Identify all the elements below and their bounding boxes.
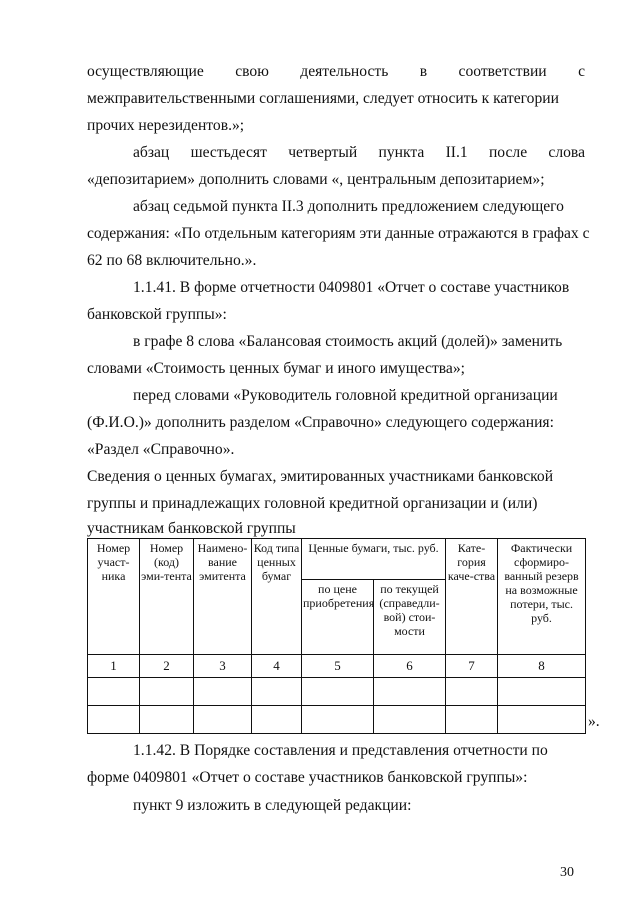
- table-header-cell: Номер (код) эми-тента: [140, 539, 194, 655]
- table-header-cell: Наимено-вание эмитента: [194, 539, 252, 655]
- paragraph-line: словами «Стоимость ценных бумаг и иного имущества»;: [87, 360, 465, 377]
- paragraph-line: «Раздел «Справочно».: [87, 441, 235, 458]
- table-header-cell: по цене приобретения: [302, 580, 374, 655]
- table-cell: 3: [194, 655, 252, 678]
- paragraph-line: прочих нерезидентов.»;: [87, 117, 245, 134]
- paragraph-line: 62 по 68 включительно.».: [87, 252, 257, 269]
- table-cell: [374, 706, 446, 734]
- table-header-cell: Номер участ-ника: [88, 539, 140, 655]
- table-cell: [446, 706, 498, 734]
- paragraph-line: абзац седьмой пункта II.3 дополнить предложением следующего: [133, 198, 564, 215]
- paragraph-line: в графе 8 слова «Балансовая стоимость акций (долей)» заменить: [133, 333, 563, 350]
- paragraph-line: Сведения о ценных бумагах, эмитированных участниками банковской: [87, 468, 554, 485]
- table-cell: [194, 678, 252, 706]
- table-header-cell: Кате-гория каче-ства: [446, 539, 498, 655]
- table-header-cell: Код типа ценных бумаг: [252, 539, 302, 655]
- paragraph-line: межправительственными соглашениями, следует относить к категории: [87, 90, 559, 107]
- table-column-numbers-row: [88, 655, 586, 678]
- table-cell: 8: [498, 655, 586, 678]
- table-cell: 5: [302, 655, 374, 678]
- table-cell: 6: [374, 655, 446, 678]
- table-header-cell: по текущей (справедли-вой) стои-мости: [374, 580, 446, 655]
- closing-quote-mark: ».: [588, 713, 600, 730]
- paragraph-line: абзац шестьдесят четвертый пункта II.1 после слова: [133, 144, 585, 161]
- table-cell: [374, 678, 446, 706]
- table-header-cell: Ценные бумаги, тыс. руб.: [302, 539, 446, 580]
- table-row: [88, 706, 586, 734]
- table-header-cell: Фактически сформиро-ванный резерв на возможные потери, тыс. руб.: [498, 539, 586, 655]
- table-cell: 1: [88, 655, 140, 678]
- table-cell: [140, 678, 194, 706]
- paragraph-line: 1.1.41. В форме отчетности 0409801 «Отчет о составе участников: [133, 279, 570, 296]
- paragraph-line: «депозитарием» дополнить словами «, центральным депозитарием»;: [87, 171, 545, 188]
- table-cell: [498, 706, 586, 734]
- paragraph-line: группы и принадлежащих головной кредитной организации и (или): [87, 495, 538, 512]
- table-cell: 2: [140, 655, 194, 678]
- paragraph-line: банковской группы»:: [87, 306, 227, 323]
- table-cell: [88, 678, 140, 706]
- table-cell: 7: [446, 655, 498, 678]
- paragraph-line: перед словами «Руководитель головной кредитной организации: [133, 387, 558, 404]
- table-cell: [194, 706, 252, 734]
- paragraph-line: форме 0409801 «Отчет о составе участников банковской группы»:: [87, 769, 528, 786]
- table-cell: [302, 678, 374, 706]
- table-cell: [498, 678, 586, 706]
- table-cell: [252, 706, 302, 734]
- table-header-row: [88, 539, 586, 580]
- paragraph-line: 1.1.42. В Порядке составления и представления отчетности по: [133, 742, 548, 759]
- table-cell: [88, 706, 140, 734]
- paragraph-line: участникам банковской группы: [87, 520, 296, 537]
- table-cell: [252, 678, 302, 706]
- table-cell: [302, 706, 374, 734]
- page-number: 30: [560, 865, 574, 880]
- paragraph-line: содержания: «По отдельным категориям эти данные отражаются в графах с: [87, 225, 590, 242]
- table-cell: 4: [252, 655, 302, 678]
- paragraph-line: (Ф.И.О.)» дополнить разделом «Справочно» следующего содержания:: [87, 414, 554, 431]
- securities-table: [87, 538, 586, 734]
- table-cell: [446, 678, 498, 706]
- paragraph-line: осуществляющие свою деятельность в соответствии с: [87, 63, 585, 80]
- table-row: [88, 678, 586, 706]
- table-cell: [140, 706, 194, 734]
- paragraph-line: пункт 9 изложить в следующей редакции:: [133, 797, 412, 814]
